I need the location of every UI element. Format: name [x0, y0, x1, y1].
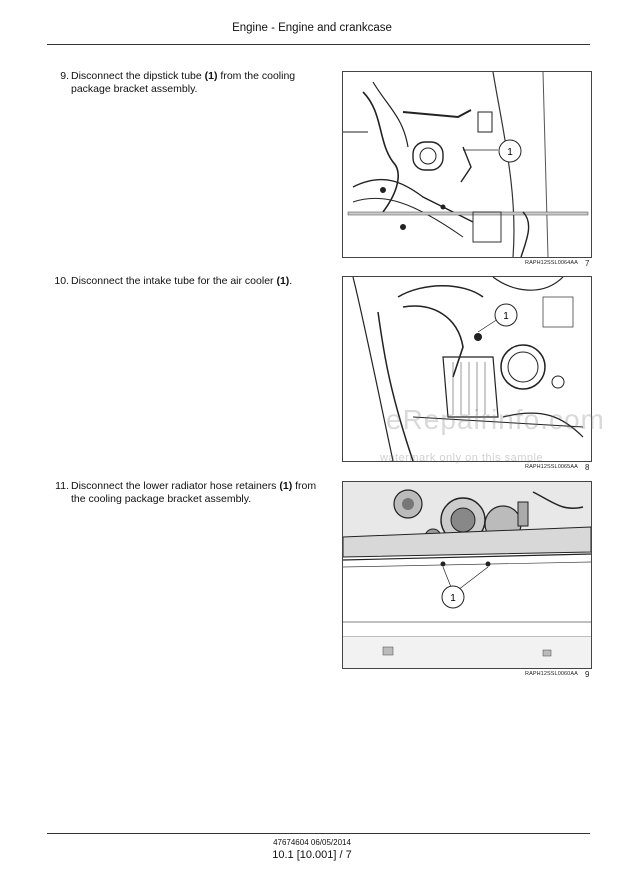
step-text: Disconnect the intake tube for the air cooler (1).: [71, 275, 293, 287]
radiator-hose-illustration: [343, 482, 591, 668]
figure-id: RAPH12SSL0064AA: [525, 260, 578, 266]
page-header-title: Engine - Engine and crankcase: [232, 22, 392, 34]
figure-9-image: [342, 481, 592, 669]
watermark-text: eRepairinfo.com: [386, 404, 605, 435]
step-number: 9.: [60, 70, 69, 82]
figure-7-image: [342, 71, 592, 258]
figure-number: 7: [585, 259, 590, 268]
engine-dipstick-illustration: [343, 72, 591, 257]
step-text: Disconnect the dipstick tube (1) from the cooling package bracket assembly.: [71, 70, 296, 95]
figure-callout: 1: [503, 311, 509, 322]
step-10: [47, 275, 327, 291]
figure-id: RAPH12SSL0060AA: [525, 671, 578, 677]
step-11: [47, 480, 327, 510]
step-text: Disconnect the lower radiator hose retainers (1) from the cooling package bracket assembly.: [71, 480, 317, 505]
figure-id: RAPH12SSL0065AA: [525, 464, 578, 470]
footer-page-number: 10.1 [10.001] / 7: [272, 849, 352, 861]
step-number: 11.: [55, 480, 69, 492]
figure-callout: 1: [507, 147, 513, 158]
footer-rule: [47, 833, 590, 834]
figure-callout: 1: [450, 593, 456, 604]
figure-number: 8: [585, 463, 590, 472]
watermark-subtext: watermark only on this sample: [380, 452, 544, 464]
step-number: 10.: [54, 275, 69, 287]
step-9: [47, 70, 327, 100]
figure-number: 9: [585, 670, 590, 679]
footer-doc-date: 47674604 06/05/2014: [273, 838, 351, 847]
header-rule: [47, 44, 590, 45]
